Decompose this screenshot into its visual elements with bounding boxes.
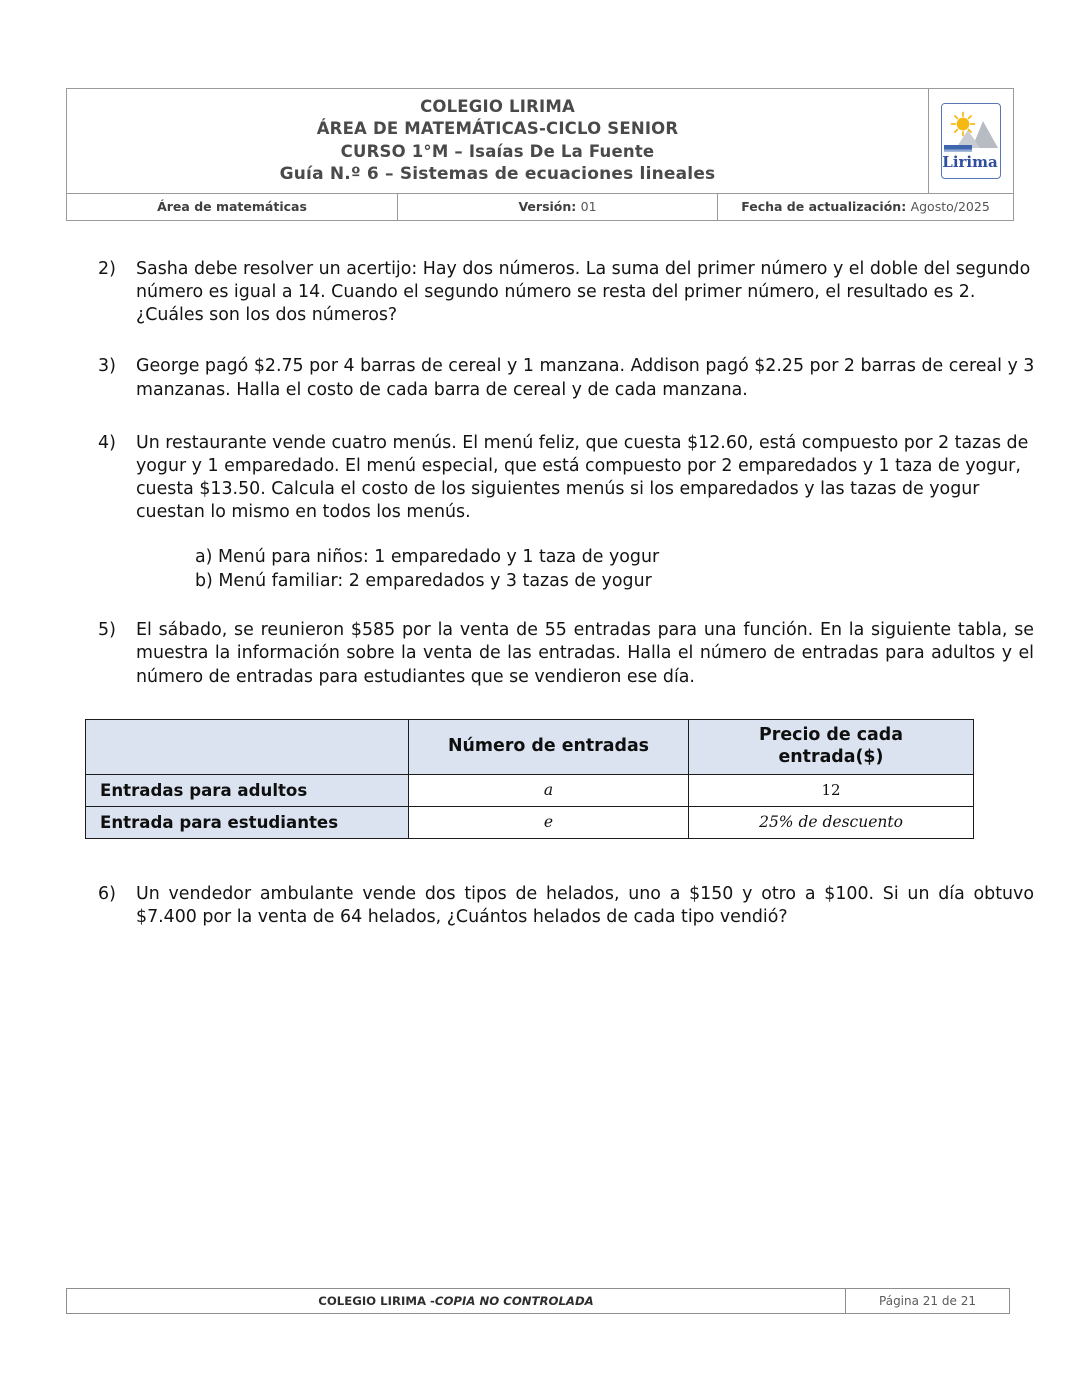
header-date-cell <box>718 194 1013 220</box>
table-cell-precio-estudiantes: 25% de descuento <box>689 806 974 838</box>
entradas-table-wrapper <box>0 719 1080 839</box>
question-4 <box>0 432 1080 525</box>
footer-page-number: Página 21 de 21 <box>879 1294 976 1308</box>
document-footer <box>66 1288 1010 1314</box>
header-logo-cell <box>929 89 1013 193</box>
question-2 <box>0 258 1080 327</box>
header-title-line-4: Guía N.º 6 – Sistemas de ecuaciones lineales <box>279 164 716 185</box>
table-header-precio <box>689 719 974 774</box>
header-title-line-2: ÁREA DE MATEMÁTICAS-CICLO SENIOR <box>316 119 679 139</box>
spacer-3-4 <box>0 402 1080 432</box>
header-title-line-3: CURSO 1°M – Isaías De La Fuente <box>340 141 655 161</box>
table-header-blank <box>86 719 409 774</box>
question-4-subitems <box>0 546 1080 593</box>
header-top-row <box>67 89 1013 193</box>
question-4-subitem-a: a) Menú para niños: 1 emparedado y 1 taza de yogur <box>195 547 660 568</box>
table-header-precio-line1: Precio de cada <box>759 725 903 746</box>
question-5-number: 5) <box>98 620 116 641</box>
lirima-logo <box>941 103 1001 179</box>
table-cell-cantidad-estudiantes: e <box>409 806 689 838</box>
header-title-block <box>67 89 929 193</box>
table-header-cantidad: Número de entradas <box>409 719 689 774</box>
table-row <box>86 774 974 806</box>
question-3 <box>0 355 1080 401</box>
spacer-5-table <box>0 689 1080 719</box>
footer-school-name: COLEGIO LIRIMA - <box>318 1294 435 1308</box>
question-6-text: Un vendedor ambulante vende dos tipos de helados, uno a $150 y otro a $100. Si un día obtuvo $7.400 por la venta de 64 helados, ¿Cuántos helados de cada tipo vendió? <box>136 883 1034 927</box>
entradas-table <box>85 719 974 839</box>
spacer-2-3 <box>0 327 1080 355</box>
question-2-text: Sasha debe resolver un acertijo: Hay dos números. La suma del primer número y el doble del segundo número es igual a 14. Cuando el segundo número se resta del primer número, el resultado es 2. ¿Cuáles son los dos números? <box>136 259 1031 326</box>
question-5-text: El sábado, se reunieron $585 por la venta de 55 entradas para una función. En la siguiente tabla, se muestra la información sobre la venta de las entradas. Halla el número de entradas para adultos y el número de entradas para estudiantes que se vendieron ese día. <box>136 620 1034 687</box>
svg-text:Lirima: Lirima <box>942 153 998 172</box>
question-3-text: George pagó $2.75 por 4 barras de cereal y 1 manzana. Addison pagó $2.25 por 2 barras de cereal y 3 manzanas. Halla el costo de cada barra de cereal y de cada manzana. <box>136 356 1035 400</box>
header-version-cell <box>398 194 718 220</box>
question-4-text: Un restaurante vende cuatro menús. El menú feliz, que cuesta $12.60, está compuesto por 2 tazas de yogur y 1 emparedado. El menú especial, que está compuesto por 2 emparedados y 1 taza de yogur, cuesta $13.50. Calcula el costo de los siguientes menús si los emparedados y las tazas de yogur cuestan lo mismo en todos los menús. <box>136 432 1029 523</box>
header-meta-row <box>67 193 1013 220</box>
document-body <box>0 258 1080 929</box>
version-label: Versión: <box>518 199 577 215</box>
question-6 <box>0 883 1080 929</box>
spacer-4-5 <box>0 593 1080 619</box>
question-2-number: 2) <box>98 259 116 279</box>
table-cell-cantidad-adultos: a <box>409 774 689 806</box>
footer-copy-notice <box>67 1289 846 1313</box>
header-area-cell: Área de matemáticas <box>67 194 398 220</box>
question-5 <box>0 619 1080 688</box>
date-label: Fecha de actualización: <box>741 199 907 215</box>
document-header <box>66 88 1014 221</box>
table-header-row <box>86 719 974 774</box>
table-row-label-adultos: Entradas para adultos <box>86 774 409 806</box>
table-cell-precio-adultos: 12 <box>689 774 974 806</box>
question-4-number: 4) <box>98 432 116 453</box>
question-6-number: 6) <box>98 883 116 904</box>
date-value: Agosto/2025 <box>910 199 990 215</box>
question-3-number: 3) <box>98 356 116 377</box>
lirima-logo-icon <box>942 104 998 176</box>
spacer-table-6 <box>0 839 1080 883</box>
table-row <box>86 806 974 838</box>
question-4-subitem-b: b) Menú familiar: 2 emparedados y 3 tazas de yogur <box>195 570 652 591</box>
table-header-precio-line2: entrada($) <box>778 746 884 767</box>
header-title-line-1: COLEGIO LIRIMA <box>420 97 575 116</box>
footer-copy-label: COPIA NO CONTROLADA <box>434 1294 594 1308</box>
version-value: 01 <box>580 199 597 215</box>
table-row-label-estudiantes: Entrada para estudiantes <box>86 806 409 838</box>
spacer-4-subitems <box>0 524 1080 546</box>
